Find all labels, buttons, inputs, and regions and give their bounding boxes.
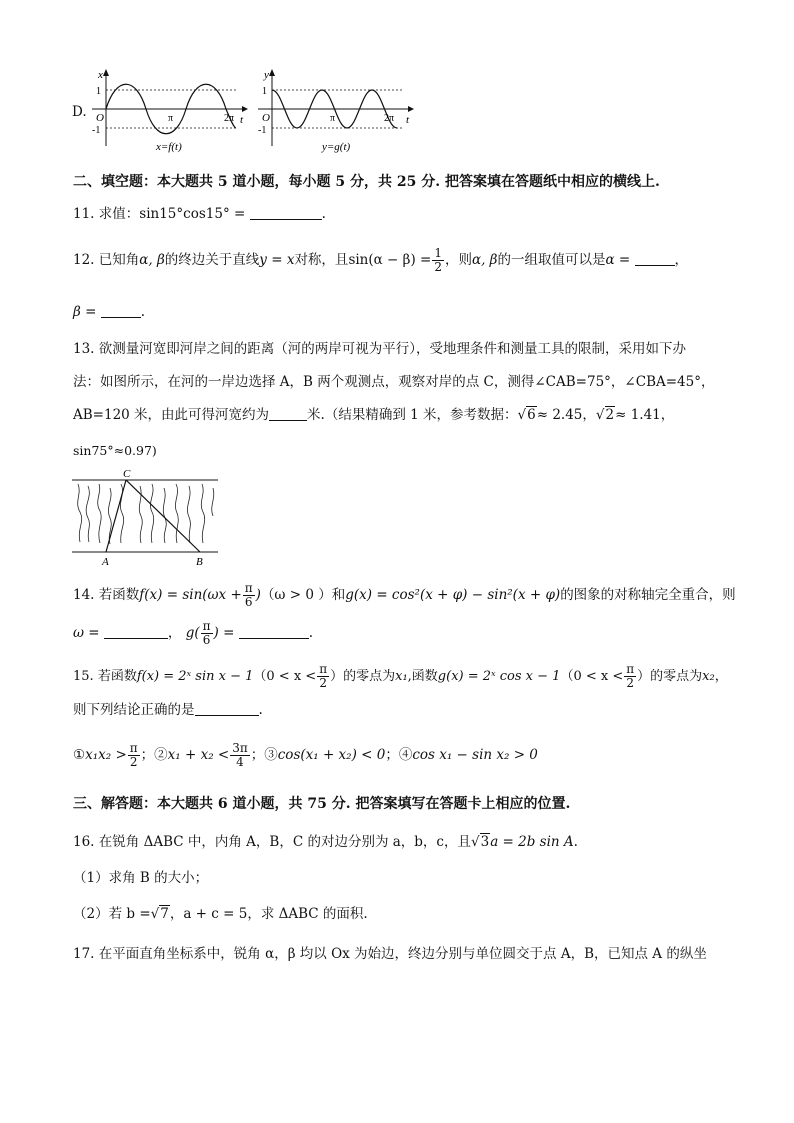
q13-v6: ≈ 2.45，: [536, 407, 596, 423]
label-a: A: [102, 556, 109, 568]
graph-f: [90, 66, 250, 156]
q13-line4: sin75°≈0.97): [73, 443, 157, 458]
q13-line1: [73, 339, 754, 359]
q15-opt3-mark: ；③: [250, 747, 278, 763]
q15-frac2: $\frac{\pi}{2}$: [626, 662, 635, 690]
q12-num: 12.: [73, 252, 95, 268]
q15-line1: [73, 662, 754, 692]
q15-g: g(x) = 2ˣ cos x − 1: [437, 669, 561, 684]
q15-opt2: x₁ + x₂ <: [167, 747, 230, 763]
q12-end: .: [140, 304, 146, 320]
q13-line3: AB=120 米，由此可得河宽约为 米.（结果精确到 1 米，参考数据：√6≈ 2.45，√2≈ 1.41，: [73, 407, 675, 423]
q16-part2: （2）若 b =√7，a + c = 5，求 ΔABC 的面积.: [73, 906, 368, 922]
q14-gval2: ) =: [213, 625, 235, 641]
q12-ab: α, β: [139, 252, 165, 268]
q12-line1: [73, 245, 754, 275]
label-c: C: [123, 468, 131, 480]
graph-g-pi: π: [330, 113, 336, 124]
graph-g-tickm1: -1: [258, 125, 267, 136]
q16-line1: 16. 在锐角 ΔABC 中，内角 A，B，C 的对边分别为 a，b，c，且√3a = 2b sin A.: [73, 834, 578, 850]
q15-opt2-frac: $\frac{3\pi}{4}$: [232, 741, 248, 769]
q14-f: f(x) = sin(ωx +: [139, 587, 242, 603]
q17-text: 在平面直角坐标系中，锐角 α，β 均以 Ox 为始边，终边分别与单位圆交于点 A，B，已知点 A 的纵坐: [98, 946, 707, 962]
q13-line2: 法：如图所示，在河的一岸边选择 A，B 两个观测点，观察对岸的点 C，测得∠CAB=75°，∠CBA=45°，: [73, 374, 715, 390]
q14-omega: ω =: [73, 625, 100, 641]
q15-line2: [73, 700, 754, 720]
q15-c3: （0 < x <: [560, 669, 624, 684]
q15-opt4: cos x₁ − sin x₂ > 0: [412, 747, 538, 763]
q12-t5: 的一组取值可以是: [497, 252, 606, 268]
q12-t2: 的终边关于直线: [164, 252, 260, 268]
graph-g-twopi: 2π: [384, 113, 395, 124]
q12-comma: ，: [674, 252, 689, 268]
q14-gfrac: $\frac{\pi}{6}$: [202, 619, 211, 647]
q15-t3: ，: [714, 669, 728, 684]
q14-num: 14.: [73, 587, 95, 603]
q15-frac1: $\frac{\pi}{2}$: [319, 662, 328, 690]
q14-comma: ，: [167, 625, 182, 641]
q15-end: .: [258, 702, 263, 718]
q15-c2: ）的零点为: [330, 669, 396, 684]
q15-f: f(x) = 2ˣ sin x − 1: [136, 669, 254, 684]
q11-num: 11.: [73, 206, 95, 222]
q13-sqrt6: 6: [527, 407, 536, 423]
q14-t2: 的图象的对称轴完全重合，则: [560, 587, 736, 603]
q13-l3b: 米.（结果精确到 1 米，参考数据：: [307, 407, 518, 423]
q16-sqrt7: 7: [160, 906, 169, 922]
graph-f-caption: x=f(t): [156, 141, 182, 153]
q15-t1: 若函数: [97, 669, 137, 684]
q12-beta: β =: [73, 304, 97, 320]
q15-x1: x₁: [395, 669, 408, 684]
q17-num: 17.: [73, 946, 95, 962]
q12-line2: [73, 302, 754, 322]
q15-x2: x₂: [702, 669, 715, 684]
option-d-label: D.: [72, 104, 87, 120]
q17-line1: [73, 944, 754, 964]
q15-opt1-frac: $\frac{\pi}{2}$: [129, 741, 138, 769]
q14-omega-blank: [104, 624, 168, 639]
graph-f-axis-h: t: [240, 114, 244, 126]
q15-l2: 则下列结论正确的是: [73, 702, 195, 718]
q12-alpha-blank: [635, 251, 675, 266]
graph-g-axis-v: y: [264, 69, 269, 81]
graph-g: [256, 66, 416, 156]
q16-p2a: （2）若 b =: [73, 906, 151, 922]
section2-title: 二、填空题：本大题共 5 道小题，每小题 5 分，共 25 分. 把答案填在答题纸中相应的横线上.: [73, 174, 660, 190]
q16-eq: a = 2b sin A: [490, 834, 574, 850]
q13-l3a: AB=120 米，由此可得河宽约为: [73, 407, 270, 423]
graph-f-twopi: 2π: [224, 113, 235, 124]
q13-blank: [269, 406, 307, 421]
q12-ab2: α, β: [471, 252, 498, 268]
q15-options: [73, 740, 754, 770]
q15-num: 15.: [73, 669, 94, 684]
graph-g-axis-h: t: [406, 114, 410, 126]
q16-end: .: [573, 834, 578, 850]
q15-opt2-mark: ；②: [140, 747, 168, 763]
q16-num: 16.: [73, 834, 95, 850]
q11-end: .: [321, 206, 326, 222]
q14-frac: $\frac{\pi}{6}$: [244, 581, 253, 609]
q14-f2: ): [255, 587, 261, 603]
q12-t3: 对称，且: [294, 252, 349, 268]
section3-title: 三、解答题：本大题共 6 道小题，共 75 分. 把答案填写在答题卡上相应的位置.: [73, 796, 571, 812]
label-b: B: [196, 556, 203, 568]
q13-v2: ≈ 1.41，: [615, 407, 675, 423]
q15-c4: ）的零点为: [637, 669, 703, 684]
graph-f-origin: O: [96, 112, 104, 124]
q16-sqrt3: 3: [480, 834, 490, 850]
water-hatching: [78, 484, 214, 544]
q15-opt3: cos(x₁ + x₂) < 0: [277, 747, 386, 763]
q14-t1: 若函数: [98, 587, 140, 603]
q16-part1: （1）求角 B 的大小；: [73, 870, 209, 886]
graph-f-tickm1: -1: [92, 125, 101, 136]
graph-f-pi: π: [168, 113, 174, 124]
q11: [73, 204, 754, 224]
q14-end: .: [308, 625, 313, 641]
graph-g-caption: y=g(t): [322, 141, 351, 153]
q15-opt4-mark: ；④: [385, 747, 413, 763]
q12-sin: sin(α − β) =: [348, 252, 432, 268]
graph-f-tick1: 1: [96, 86, 101, 97]
q12-alpha: α =: [605, 252, 631, 268]
graph-f-axis-v: x: [98, 69, 103, 81]
graph-g-origin: O: [262, 112, 270, 124]
q13-num: 13.: [73, 341, 95, 357]
q13-l1: 欲测量河宽即河岸之间的距离（河的两岸可视为平行），受地理条件和测量工具的限制，采用如下办: [98, 341, 687, 357]
q15-blank: [195, 701, 259, 716]
q11-text: 求值：sin15°cos15° =: [98, 206, 246, 222]
q12-beta-blank: [101, 303, 141, 318]
q15-t2: ,函数: [407, 669, 438, 684]
q16-p2b: ，a + c = 5，求 ΔABC 的面积.: [169, 906, 368, 922]
q14-line2: [73, 618, 754, 648]
q14-g-blank: [239, 624, 309, 639]
q12-frac: $\frac{1}{2}$: [434, 246, 442, 274]
river-diagram: [68, 464, 228, 570]
q14-line1: [73, 580, 754, 610]
q12-t1: 已知角: [98, 252, 140, 268]
graph-g-tick1: 1: [262, 86, 267, 97]
q11-blank: [250, 205, 322, 220]
q14-gval: g(: [185, 625, 200, 641]
q12-line: y = x: [259, 252, 295, 268]
q14-g: g(x) = cos²(x + φ) − sin²(x + φ): [345, 587, 561, 603]
q13-sqrt2: 2: [605, 407, 615, 423]
q14-cond: （ω > 0 ）和: [260, 587, 346, 603]
q16-t1: 在锐角 ΔABC 中，内角 A，B，C 的对边分别为 a，b，c，且: [98, 834, 471, 850]
q15-opt1-mark: ①: [73, 747, 86, 763]
q12-t4: ，则: [444, 252, 472, 268]
q15-opt1: x₁x₂ >: [85, 747, 127, 763]
q15-c1: （0 < x <: [253, 669, 317, 684]
